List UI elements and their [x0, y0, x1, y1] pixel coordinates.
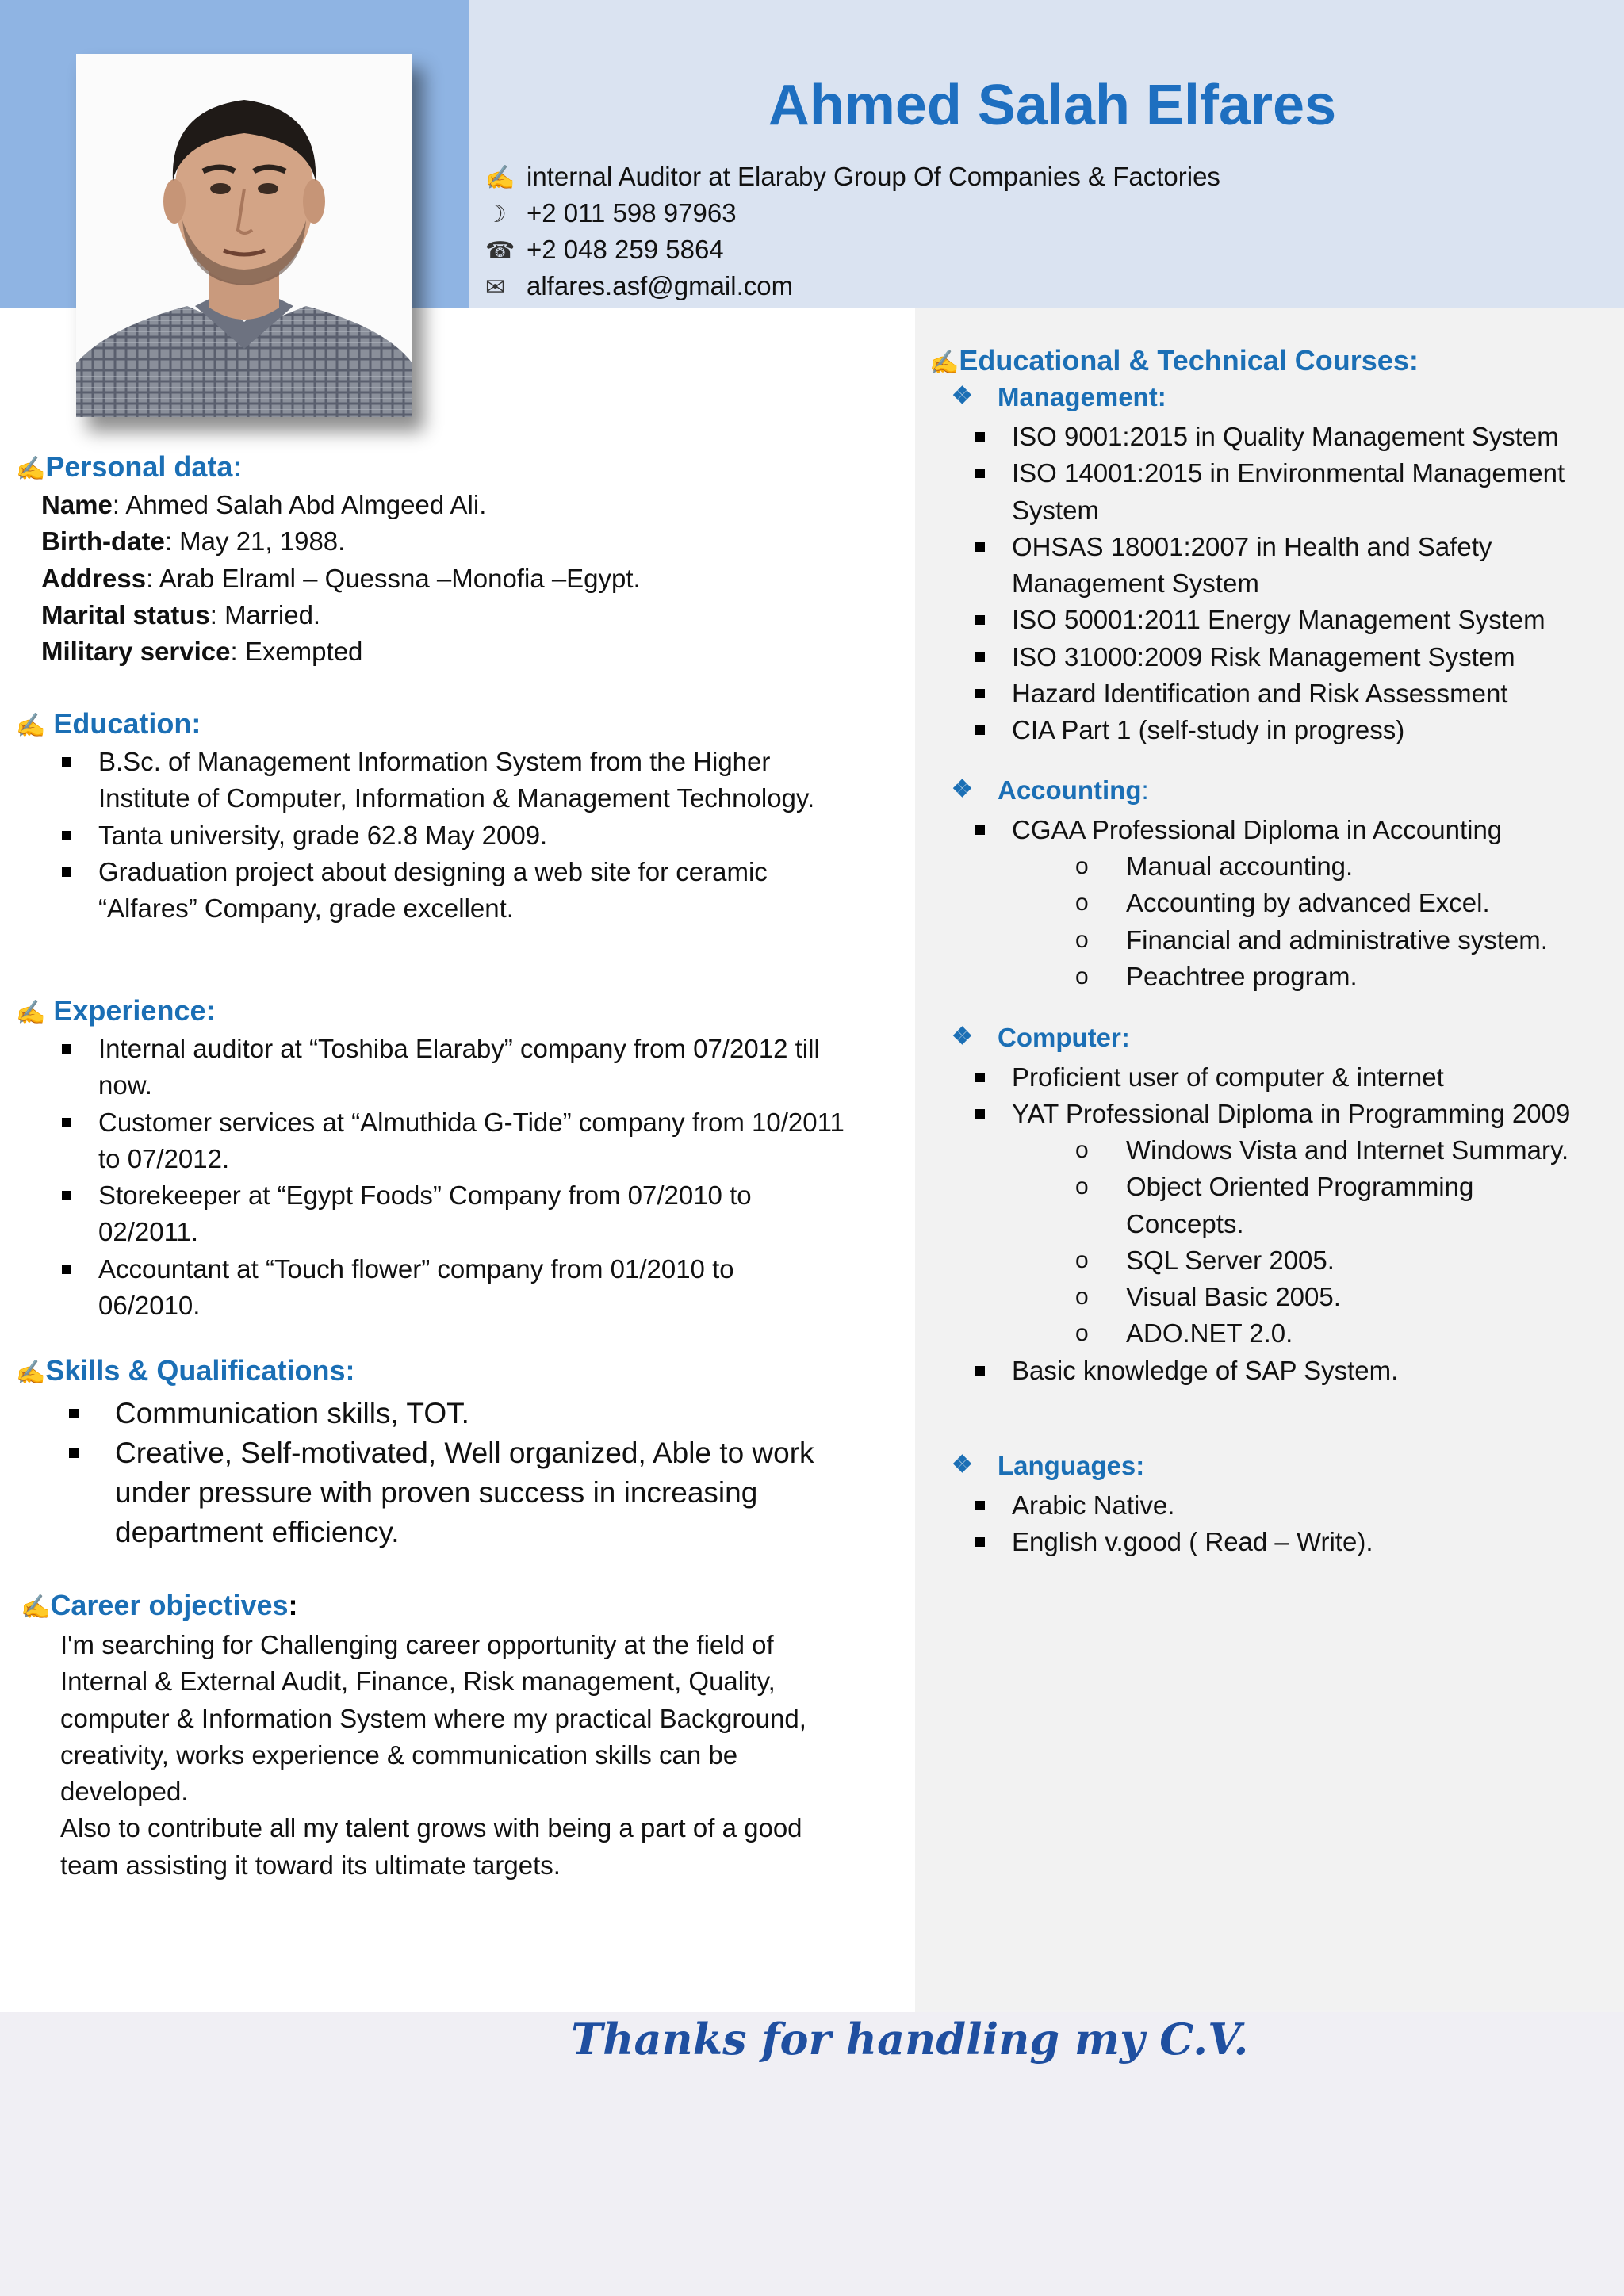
contact-email [485, 268, 793, 306]
list-item: o Object Oriented Programming Concepts. [1075, 1172, 1474, 1238]
management-subheading: ❖ Management: [952, 382, 1166, 411]
experience-heading: ✍ Experience: [16, 994, 216, 1027]
list-item: Basic knowledge of SAP System. [1012, 1353, 1398, 1389]
list-item: o Manual accounting. [1075, 851, 1354, 881]
list-item: Creative, Self-motivated, Well organized, Able to work under pressure with proven success in increasing department efficiency. [115, 1433, 814, 1552]
list-item: o SQL Server 2005. [1075, 1245, 1335, 1275]
diamond-bullet-icon: ❖ [952, 1024, 973, 1050]
list-item: B.Sc. of Management Information System from the Higher Institute of Computer, Information & Management Technology. [98, 744, 814, 817]
contact-job [485, 159, 1220, 197]
writing-hand-icon: ✍ [16, 456, 46, 482]
job-title: internal Auditor at Elaraby Group Of Companies & Factories [527, 162, 1220, 191]
management-list [1012, 419, 1565, 749]
list-item: Graduation project about designing a web site for ceramic “Alfares” Company, grade excellent. [98, 854, 814, 928]
email-address[interactable]: alfares.asf@gmail.com [527, 271, 794, 300]
languages-subheading: ❖ Languages: [952, 1451, 1145, 1480]
writing-hand-icon: ✍ [16, 1000, 46, 1026]
diamond-bullet-icon: ❖ [952, 776, 973, 802]
personal-address: Address: Arab Elraml – Quessna –Monofia –Egypt. [41, 563, 641, 593]
list-item: CIA Part 1 (self-study in progress) [1012, 712, 1565, 748]
list-item: CGAA Professional Diploma in Accounting [1012, 812, 1502, 848]
list-item: Arabic Native. [1012, 1487, 1373, 1524]
list-item: ISO 50001:2011 Energy Management System [1012, 602, 1565, 638]
profile-photo [76, 54, 412, 417]
career-objectives-heading: ✍Career objectives: [21, 1589, 298, 1621]
list-item: YAT Professional Diploma in Programming 2009 [1012, 1096, 1570, 1132]
list-item: Customer services at “Almuthida G-Tide” company from 10/2011 to 07/2012. [98, 1104, 845, 1178]
list-item: Communication skills, TOT. [115, 1394, 814, 1433]
list-item: OHSAS 18001:2007 in Health and Safety Management System [1012, 529, 1565, 603]
list-item: Internal auditor at “Toshiba Elaraby” company from 07/2012 till now. [98, 1031, 845, 1104]
list-item: Storekeeper at “Egypt Foods” Company from 07/2010 to 02/2011. [98, 1177, 845, 1251]
list-item: o Windows Vista and Internet Summary. [1075, 1135, 1569, 1165]
courses-heading: ✍Educational & Technical Courses: [929, 344, 1419, 377]
list-item: Accountant at “Touch flower” company from 01/2010 to 06/2010. [98, 1251, 845, 1325]
diamond-bullet-icon: ❖ [952, 383, 973, 409]
list-item: Hazard Identification and Risk Assessment [1012, 675, 1565, 712]
computer-sublist [1075, 1132, 1569, 1353]
accounting-sublist [1075, 848, 1548, 995]
contact-phone [485, 232, 724, 270]
personal-marital-status: Marital status: Married. [41, 599, 321, 629]
languages-list [1012, 1487, 1373, 1561]
writing-hand-icon: ✍ [485, 165, 515, 191]
personal-name: Name: Ahmed Salah Abd Almgeed Ali. [41, 490, 487, 519]
personal-data-heading: ✍Personal data: [16, 450, 243, 483]
list-item: o Financial and administrative system. [1075, 924, 1548, 955]
writing-hand-icon: ✍ [21, 1594, 51, 1621]
accounting-subheading: ❖ Accounting: [952, 775, 1149, 805]
contact-mobile [485, 195, 737, 233]
computer-list [1012, 1059, 1570, 1133]
list-item: ISO 9001:2015 in Quality Management System [1012, 419, 1565, 455]
writing-hand-icon: ✍ [16, 1360, 46, 1386]
list-item: o Visual Basic 2005. [1075, 1282, 1341, 1312]
list-item: o Peachtree program. [1075, 961, 1358, 991]
career-objectives-text: I'm searching for Challenging career opportunity at the field of Internal & External Audit, Finance, Risk management, Quality, computer & Information System where my practical Background, creativity, works experience & communication skills can be developed. Also to contribute all my talent grows with being a part of a good team assisting it toward its ultimate targets. [60, 1630, 806, 1880]
list-item: o ADO.NET 2.0. [1075, 1318, 1293, 1349]
list-item: ISO 31000:2009 Risk Management System [1012, 639, 1565, 675]
personal-data-list [41, 487, 641, 670]
education-list [98, 744, 814, 927]
diamond-bullet-icon: ❖ [952, 1452, 973, 1478]
skills-list [115, 1394, 814, 1552]
phone-number: +2 048 259 5864 [527, 235, 724, 264]
writing-hand-icon: ✍ [16, 713, 46, 739]
personal-birth-date: Birth-date: May 21, 1988. [41, 526, 346, 557]
education-heading: ✍ Education: [16, 707, 201, 740]
computer-subheading: ❖ Computer: [952, 1023, 1130, 1052]
accounting-list [1012, 812, 1502, 848]
list-item: o Accounting by advanced Excel. [1075, 888, 1490, 918]
telephone-icon: ☎ [485, 238, 515, 264]
writing-hand-icon: ✍ [929, 350, 959, 376]
mobile-phone-icon: ☽ [485, 201, 507, 228]
skills-heading: ✍Skills & Qualifications: [16, 1354, 355, 1387]
candidate-name: Ahmed Salah Elfares [768, 74, 1337, 137]
list-item: ISO 14001:2015 in Environmental Management System [1012, 455, 1565, 529]
list-item: Proficient user of computer & internet [1012, 1059, 1570, 1096]
thanks-note: Thanks for handling my C.V. [571, 2014, 1249, 2064]
personal-military-service: Military service: Exempted [41, 637, 363, 667]
computer-list-extra [1012, 1353, 1398, 1389]
mobile-number: +2 011 598 97963 [527, 198, 737, 228]
experience-list [98, 1031, 845, 1324]
envelope-icon: ✉ [485, 274, 506, 300]
list-item: English v.good ( Read – Write). [1012, 1524, 1373, 1560]
list-item: Tanta university, grade 62.8 May 2009. [98, 817, 814, 854]
